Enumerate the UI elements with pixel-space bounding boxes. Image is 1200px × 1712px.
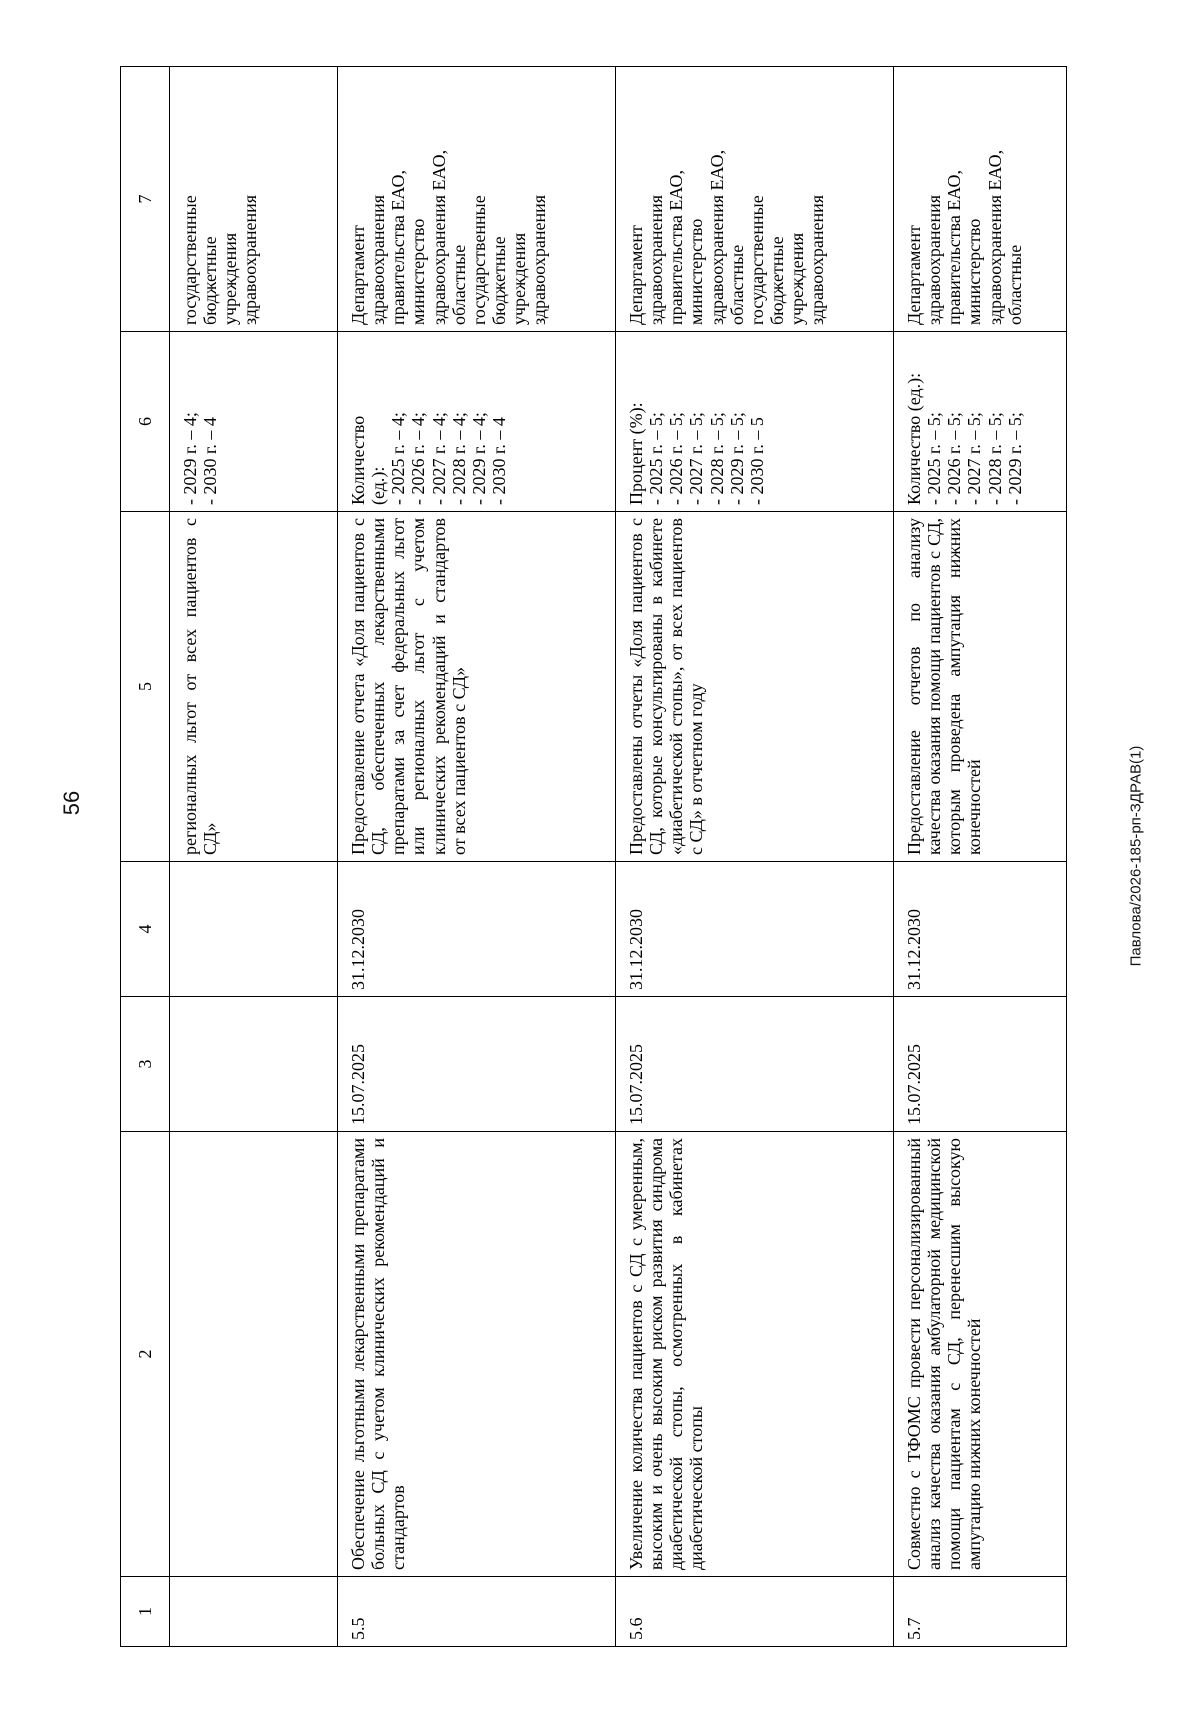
responsible-line: здравоохранения	[368, 194, 389, 325]
result-cell: Предоставление отчета «Доля пациентов с СД, обеспеченных лекарственными препаратами за счет федеральных льгот или регионалных льгот с учетом клинических рекомендаций и стандартов от всех пациентов с СД»	[338, 512, 616, 862]
result-cell: регионалных льгот от всех пациентов с СД»	[170, 512, 338, 862]
indicator-line: - 2025 г. – 5;	[924, 412, 945, 505]
responsible-cell	[616, 67, 894, 332]
responsible-line: правительства ЕАО,	[944, 169, 965, 325]
header-cell: 1	[121, 1577, 170, 1647]
responsible-line: учреждения	[220, 232, 241, 325]
document-code: Павлова/2026-185-рп-ЗДРАВ(1)	[1127, 745, 1145, 967]
header-cell: 5	[121, 512, 170, 862]
end-date-cell	[170, 862, 338, 997]
start-date-cell: 15.07.2025	[616, 997, 894, 1132]
indicator-line: Количество	[348, 415, 368, 505]
header-cell: 2	[121, 1132, 170, 1577]
indicator-line: - 2029 г. – 4;	[180, 412, 200, 505]
result-cell: Предоставление отчетов по анализу качества оказания помощи пациентов с СД, которым проведена ампутация нижних конечностей	[894, 512, 1067, 862]
indicator-line: - 2028 г. – 5;	[984, 412, 1005, 505]
indicator-cell	[894, 332, 1067, 512]
indicator-line: - 2028 г. – 5;	[706, 412, 727, 505]
responsible-line: бюджетные	[200, 236, 221, 325]
responsible-line: Департамент	[348, 225, 368, 325]
responsible-line: областные	[726, 244, 747, 325]
responsible-line: министерство	[686, 218, 707, 325]
indicator-line: - 2029 г. – 4;	[468, 412, 489, 505]
responsible-line: учреждения	[787, 232, 808, 325]
indicator-line: - 2026 г. – 5;	[944, 412, 965, 505]
responsible-line: здравоохранения ЕАО,	[706, 149, 727, 325]
indicator-line: - 2025 г. – 5;	[646, 412, 667, 505]
responsible-line: областные	[448, 244, 469, 325]
responsible-line: правительства ЕАО,	[666, 169, 687, 325]
responsible-line: министерство	[964, 218, 985, 325]
responsible-line: здравоохранения ЕАО,	[984, 149, 1005, 325]
row-number-cell: 5.6	[616, 1577, 894, 1647]
indicator-line: - 2027 г. – 4;	[428, 412, 449, 505]
indicator-line: - 2029 г. – 5;	[726, 412, 747, 505]
indicator-cell	[616, 332, 894, 512]
activity-cell: Увеличение количества пациентов с СД с умеренным, высоким и очень высоким риском развития синдрома диабетической стопы, осмотренных в кабинетах диабетической стопы	[616, 1132, 894, 1577]
indicator-cell	[170, 332, 338, 512]
activity-cell	[170, 1132, 338, 1577]
end-date-cell: 31.12.2030	[338, 862, 616, 997]
indicator-line: - 2028 г. – 4;	[448, 412, 469, 505]
indicator-line: - 2027 г. – 5;	[964, 412, 985, 505]
indicator-line: - 2026 г. – 4;	[408, 412, 429, 505]
rotated-table-container	[120, 67, 1065, 1647]
start-date-cell: 15.07.2025	[338, 997, 616, 1132]
indicator-line: - 2025 г. – 4;	[388, 412, 409, 505]
indicator-line: - 2030 г. – 4	[200, 417, 221, 505]
responsible-line: учреждения	[509, 232, 530, 325]
activities-table	[120, 66, 1067, 1647]
responsible-line: здравоохранения	[807, 194, 828, 325]
responsible-line: министерство	[408, 218, 429, 325]
responsible-line: бюджетные	[489, 236, 510, 325]
responsible-cell	[338, 67, 616, 332]
table-row	[616, 67, 894, 1647]
responsible-line: здравоохранения	[924, 194, 945, 325]
table-row	[170, 67, 338, 1647]
indicator-line: (ед.):	[368, 466, 389, 505]
responsible-line: здравоохранения	[529, 194, 550, 325]
responsible-line: здравоохранения	[240, 194, 261, 325]
header-cell: 3	[121, 997, 170, 1132]
activity-cell: Обеспечение льготными лекарственными препаратами больных СД с учетом клинических рекомендаций и стандартов	[338, 1132, 616, 1577]
header-cell: 4	[121, 862, 170, 997]
responsible-line: областные	[1004, 244, 1025, 325]
indicator-line: Количество (ед.):	[904, 372, 924, 505]
responsible-cell	[170, 67, 338, 332]
responsible-line: правительства ЕАО,	[388, 169, 409, 325]
indicator-line: Процент (%):	[626, 402, 646, 505]
indicator-line: - 2026 г. – 5;	[666, 412, 687, 505]
responsible-line: бюджетные	[767, 236, 788, 325]
responsible-line: Департамент	[904, 225, 924, 325]
responsible-line: здравоохранения	[646, 194, 667, 325]
row-number-cell: 5.7	[894, 1577, 1067, 1647]
indicator-line: - 2029 г. – 5;	[1004, 412, 1025, 505]
responsible-line: государственные	[180, 195, 200, 325]
table-row	[894, 67, 1067, 1647]
responsible-line: Департамент	[626, 225, 646, 325]
responsible-line: здравоохранения ЕАО,	[428, 149, 449, 325]
indicator-cell	[338, 332, 616, 512]
indicator-line: - 2030 г. – 5	[746, 417, 767, 505]
start-date-cell: 15.07.2025	[894, 997, 1067, 1132]
page-number: 56	[59, 790, 85, 816]
table-row	[338, 67, 616, 1647]
header-cell: 7	[121, 67, 170, 332]
header-cell: 6	[121, 332, 170, 512]
indicator-line: - 2027 г. – 5;	[686, 412, 707, 505]
indicator-line: - 2030 г. – 4	[489, 417, 510, 505]
responsible-line: государственные	[746, 195, 767, 325]
result-cell: Предоставлены отчеты «Доля пациентов с СД, которые консультированы в кабинете «диабетической стопы», от всех пациентов с СД» в отчетном году	[616, 512, 894, 862]
row-number-cell: 5.5	[338, 1577, 616, 1647]
table-header-row	[121, 67, 170, 1647]
row-number-cell	[170, 1577, 338, 1647]
activity-cell: Совместно с ТФОМС провести персонализированный анализ качества оказания амбулаторной медицинской помощи пациентам с СД, перенесшим высокую ампутацию нижних конечностей	[894, 1132, 1067, 1577]
responsible-cell	[894, 67, 1067, 332]
end-date-cell: 31.12.2030	[616, 862, 894, 997]
start-date-cell	[170, 997, 338, 1132]
end-date-cell: 31.12.2030	[894, 862, 1067, 997]
responsible-line: государственные	[468, 195, 489, 325]
